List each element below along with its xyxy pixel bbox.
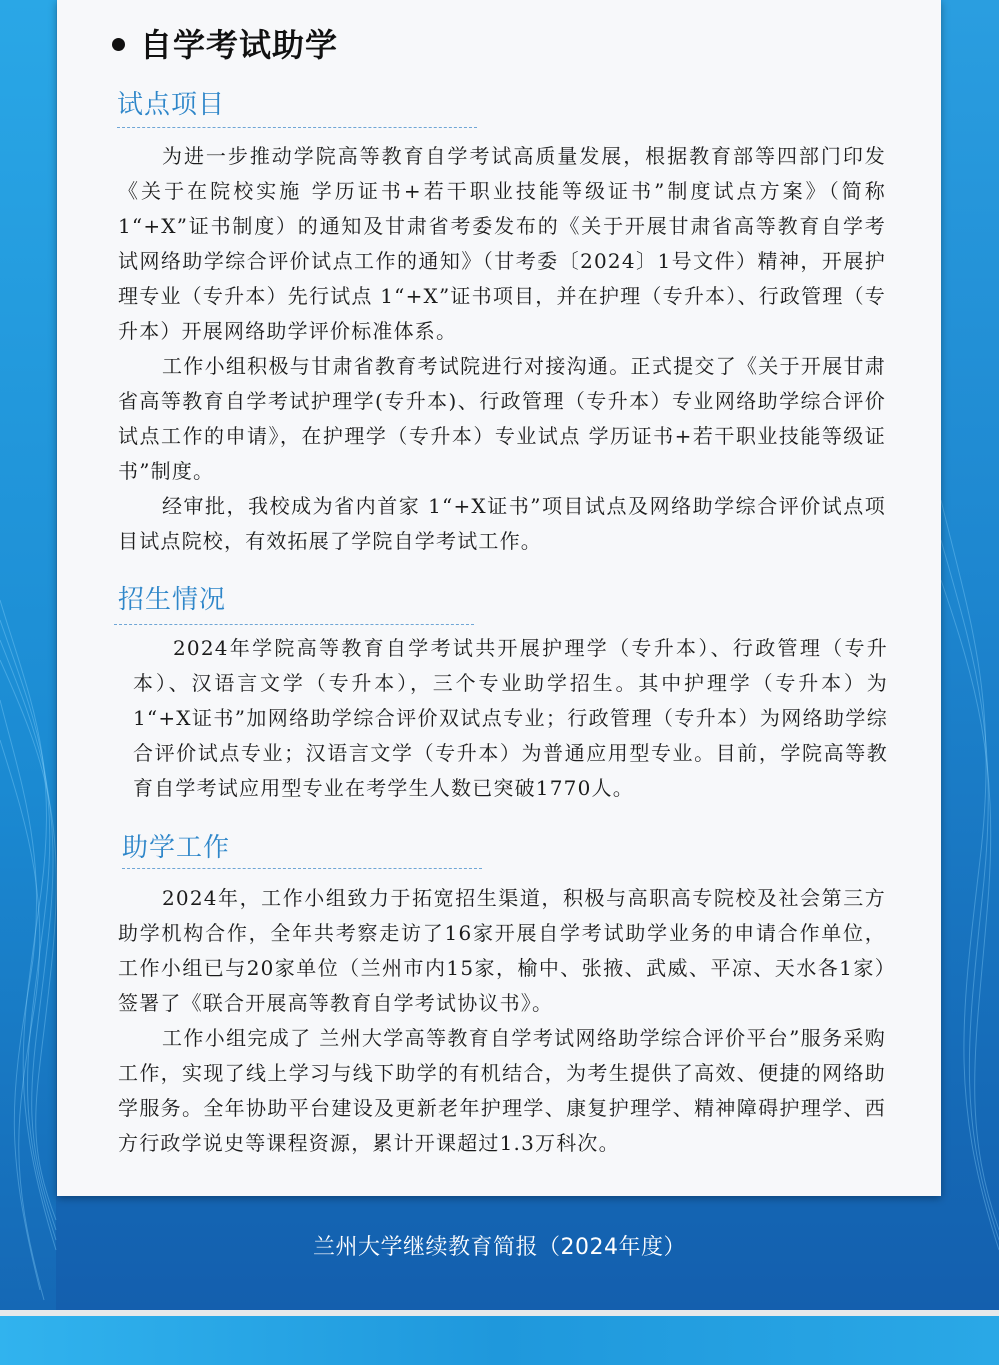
section-heading-assistance: 助学工作 xyxy=(122,833,231,863)
main-title xyxy=(112,20,338,66)
main-title-text: 自学考试助学 xyxy=(140,26,339,64)
section-heading-enrollment: 招生情况 xyxy=(118,585,227,615)
section-divider xyxy=(114,624,474,625)
next-page-strip xyxy=(0,1316,999,1365)
paragraph-enrollment-1: 2024年学院高等教育自学考试共开展护理学（专升本）、行政管理（专升本）、汉语言文学（专升本），三个专业助学招生。其中护理学（专升本）为 1“+X证书”加网络助学综合评价双试点专业；行政管理（专升本）为网络助学综合评价试点专业；汉语言文学（专升本）为普通应用型专业。目前，学院高等教育自学考试应用型专业在考学生人数已突破1770人。 xyxy=(133,636,888,800)
paragraph-assistance-2: 工作小组完成了 兰州大学高等教育自学考试网络助学综合评价平台”服务采购工作，实现了线上学习与线下助学的有机结合，为考生提供了高效、便捷的网络助学服务。全年协助平台建设及更新老年护理学、康复护理学、精神障碍护理学、西方行政学说史等课程资源，累计开课超过1.3万科次。 xyxy=(118,1026,886,1155)
paragraph-pilot-3: 经审批，我校成为省内首家 1“+X证书”项目试点及网络助学综合评价试点项目试点院校，有效拓展了学院自学考试工作。 xyxy=(118,494,886,553)
paragraph-pilot-2: 工作小组积极与甘肃省教育考试院进行对接沟通。正式提交了《关于开展甘肃省高等教育自学考试护理学(专升本)、行政管理（专升本）专业网络助学综合评价试点工作的申请》，在护理学（专升本）专业试点 学历证书+若干职业技能等级证书”制度。 xyxy=(118,354,886,483)
footer-title: 兰州大学继续教育简报（2024年度） xyxy=(313,1235,686,1260)
paragraph-assistance-1: 2024年，工作小组致力于拓宽招生渠道，积极与高职高专院校及社会第三方助学机构合作，全年共考察走访了16家开展自学考试助学业务的申请合作单位，工作小组已与20家单位（兰州市内15家，榆中、张掖、武威、平凉、天水各1家）签署了《联合开展高等教育自学考试协议书》。 xyxy=(118,886,886,1015)
paragraph-pilot-1: 为进一步推动学院高等教育自学考试高质量发展，根据教育部等四部门印发《关于在院校实施 学历证书+若干职业技能等级证书”制度试点方案》（简称 1“+X”证书制度）的通知及甘肃省考委发布的《关于开展甘肃省高等教育自学考试网络助学综合评价试点工作的通知》（甘考委〔2024〕1号文件）精神，开展护理专业（专升本）先行试点 1“+X”证书项目，并在护理（专升本）、行政管理（专升本）开展网络助学评价标准体系。 xyxy=(118,144,886,343)
section-divider xyxy=(122,868,482,869)
bullet-icon xyxy=(112,38,125,51)
section-heading-pilot: 试点项目 xyxy=(117,90,226,120)
section-divider xyxy=(117,127,477,128)
